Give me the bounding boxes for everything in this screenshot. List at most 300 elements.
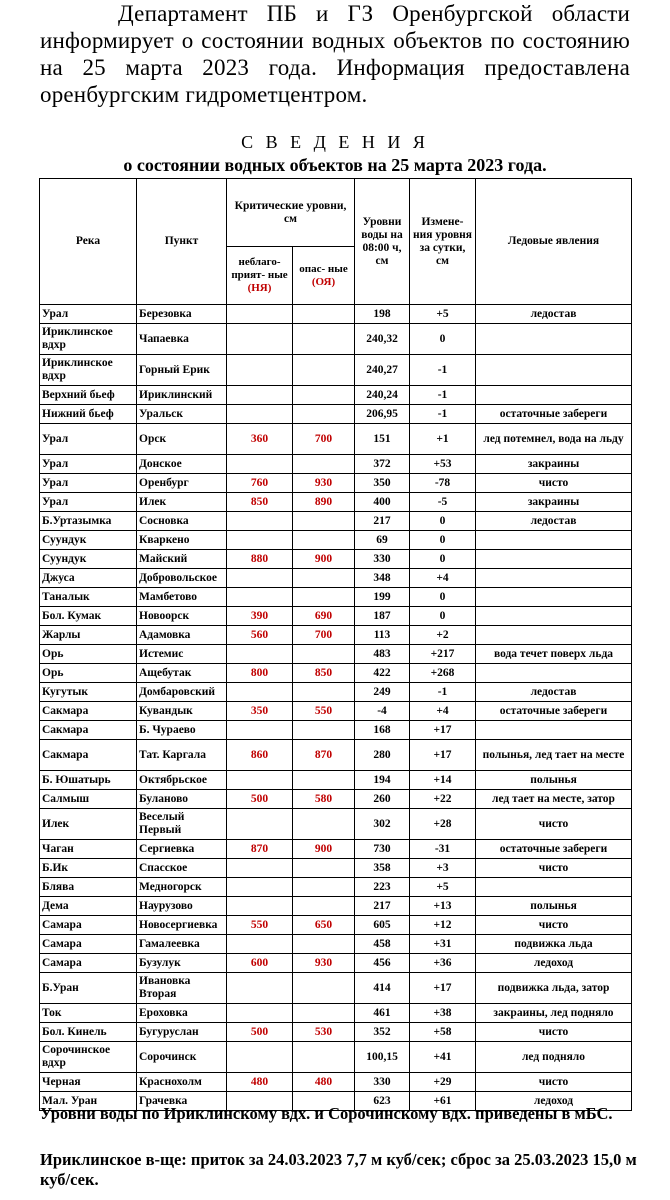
cell-ice: остаточные забереги (476, 840, 632, 859)
cell-point: Ащебутак (137, 664, 227, 683)
cell-river: Верхний бьеф (40, 386, 137, 405)
cell-ny (227, 405, 293, 424)
cell-oy: 930 (293, 474, 355, 493)
cell-ice: подвижка льда (476, 935, 632, 954)
cell-river: Чаган (40, 840, 137, 859)
cell-point: Горный Ерик (137, 355, 227, 386)
cell-point: Березовка (137, 305, 227, 324)
cell-ny (227, 645, 293, 664)
cell-ice (476, 664, 632, 683)
cell-ice (476, 607, 632, 626)
cell-change: +2 (410, 626, 476, 645)
cell-river: Самара (40, 935, 137, 954)
intro-paragraph: Департамент ПБ и ГЗ Оренбургской области информирует о состоянии водных объектов по состоянию на 25 марта 2023 года. Информация предоставлена оренбургским гидрометцентром. (40, 1, 630, 107)
table-row (40, 626, 632, 645)
cell-river: Жарлы (40, 626, 137, 645)
cell-oy (293, 355, 355, 386)
table-row (40, 935, 632, 954)
table-row (40, 916, 632, 935)
water-levels-table (39, 178, 632, 1111)
cell-change: -1 (410, 355, 476, 386)
table-row (40, 474, 632, 493)
header-oy-abbr: (ОЯ) (311, 275, 336, 288)
table-body (40, 305, 632, 1111)
cell-level: 623 (355, 1092, 410, 1111)
cell-level: 730 (355, 840, 410, 859)
table-row (40, 588, 632, 607)
cell-point: Спасское (137, 859, 227, 878)
table-row (40, 859, 632, 878)
table-row (40, 809, 632, 840)
cell-ice: лед потемнел, вода на льду (476, 424, 632, 455)
cell-ice (476, 324, 632, 355)
cell-oy (293, 859, 355, 878)
cell-river: Б.Уран (40, 973, 137, 1004)
cell-oy (293, 1042, 355, 1073)
table-row (40, 531, 632, 550)
cell-ice: остаточные забереги (476, 702, 632, 721)
cell-point: Новосергиевка (137, 916, 227, 935)
cell-ny: 480 (227, 1073, 293, 1092)
cell-ice: вода течет поверх льда (476, 645, 632, 664)
cell-ny (227, 771, 293, 790)
cell-river: Орь (40, 664, 137, 683)
cell-ice: полынья (476, 897, 632, 916)
cell-level: 483 (355, 645, 410, 664)
cell-change: -5 (410, 493, 476, 512)
cell-ny (227, 531, 293, 550)
cell-oy (293, 683, 355, 702)
cell-oy: 580 (293, 790, 355, 809)
cell-point: Домбаровский (137, 683, 227, 702)
cell-ny: 850 (227, 493, 293, 512)
cell-oy: 650 (293, 916, 355, 935)
cell-point: Сергиевка (137, 840, 227, 859)
cell-oy: 700 (293, 626, 355, 645)
table-row (40, 512, 632, 531)
header-ice: Ледовые явления (476, 179, 632, 305)
cell-oy (293, 935, 355, 954)
cell-river: Бол. Кинель (40, 1023, 137, 1042)
cell-ny (227, 859, 293, 878)
cell-point: Добровольское (137, 569, 227, 588)
cell-change: +29 (410, 1073, 476, 1092)
cell-river: Самара (40, 954, 137, 973)
cell-river: Сакмара (40, 702, 137, 721)
table-row (40, 790, 632, 809)
cell-river: Дема (40, 897, 137, 916)
cell-point: Ириклинский (137, 386, 227, 405)
cell-change: +14 (410, 771, 476, 790)
cell-river: Урал (40, 424, 137, 455)
cell-level: 194 (355, 771, 410, 790)
cell-point: Краснохолм (137, 1073, 227, 1092)
cell-ny (227, 355, 293, 386)
cell-point: Истемис (137, 645, 227, 664)
note-reservoir-flow: Ириклинское в-ще: приток за 24.03.2023 7,7 м куб/сек; сброс за 25.03.2023 15,0 м куб/сек. (40, 1150, 637, 1189)
header-ny (227, 247, 293, 305)
cell-level: 302 (355, 809, 410, 840)
cell-oy: 700 (293, 424, 355, 455)
cell-ny (227, 721, 293, 740)
cell-level: 458 (355, 935, 410, 954)
cell-level: 240,24 (355, 386, 410, 405)
header-river: Река (40, 179, 137, 305)
table-row (40, 455, 632, 474)
cell-ice (476, 355, 632, 386)
cell-river: Урал (40, 493, 137, 512)
cell-change: +4 (410, 702, 476, 721)
table-row (40, 305, 632, 324)
table-row (40, 1073, 632, 1092)
cell-level: 400 (355, 493, 410, 512)
cell-point: Сосновка (137, 512, 227, 531)
cell-oy: 900 (293, 840, 355, 859)
cell-ny (227, 324, 293, 355)
table-row (40, 386, 632, 405)
cell-ny (227, 973, 293, 1004)
cell-oy: 930 (293, 954, 355, 973)
cell-point: Октябрьское (137, 771, 227, 790)
cell-change: -78 (410, 474, 476, 493)
cell-ice: ледостав (476, 305, 632, 324)
header-oy (293, 247, 355, 305)
cell-change: +4 (410, 569, 476, 588)
cell-level: 330 (355, 1073, 410, 1092)
cell-river: Салмыш (40, 790, 137, 809)
cell-point: Наурузово (137, 897, 227, 916)
cell-oy (293, 645, 355, 664)
cell-oy: 870 (293, 740, 355, 771)
cell-level: 350 (355, 474, 410, 493)
table-row (40, 1023, 632, 1042)
cell-oy: 850 (293, 664, 355, 683)
cell-river: Суундук (40, 531, 137, 550)
cell-ny (227, 588, 293, 607)
cell-change: +22 (410, 790, 476, 809)
cell-oy (293, 569, 355, 588)
cell-point: Бугуруслан (137, 1023, 227, 1042)
cell-river: Черная (40, 1073, 137, 1092)
cell-level: 456 (355, 954, 410, 973)
cell-point: Мамбетово (137, 588, 227, 607)
table-row (40, 1042, 632, 1073)
cell-oy (293, 305, 355, 324)
cell-river: Урал (40, 474, 137, 493)
cell-ice: чисто (476, 859, 632, 878)
cell-ny (227, 512, 293, 531)
cell-ny: 500 (227, 1023, 293, 1042)
header-oy-label: опас- ные (299, 262, 348, 275)
cell-point: Веселый Первый (137, 809, 227, 840)
cell-ny: 350 (227, 702, 293, 721)
cell-ice (476, 878, 632, 897)
cell-ice: чисто (476, 809, 632, 840)
table-row (40, 645, 632, 664)
cell-change: +5 (410, 305, 476, 324)
table-row (40, 897, 632, 916)
cell-level: 414 (355, 973, 410, 1004)
cell-change: +31 (410, 935, 476, 954)
table-row (40, 878, 632, 897)
cell-oy (293, 809, 355, 840)
cell-level: 461 (355, 1004, 410, 1023)
table-row (40, 840, 632, 859)
cell-ny: 550 (227, 916, 293, 935)
cell-level: -4 (355, 702, 410, 721)
cell-ice (476, 588, 632, 607)
cell-ny (227, 1042, 293, 1073)
cell-ice: чисто (476, 1073, 632, 1092)
table-row (40, 954, 632, 973)
cell-ny (227, 897, 293, 916)
cell-change: 0 (410, 512, 476, 531)
cell-ny: 600 (227, 954, 293, 973)
cell-oy: 900 (293, 550, 355, 569)
cell-change: +3 (410, 859, 476, 878)
cell-river: Б. Юшатырь (40, 771, 137, 790)
cell-point: Ероховка (137, 1004, 227, 1023)
header-critical: Критические уровни, см (227, 179, 355, 247)
cell-level: 217 (355, 512, 410, 531)
cell-oy (293, 455, 355, 474)
cell-level: 69 (355, 531, 410, 550)
cell-change: +28 (410, 809, 476, 840)
cell-point: Тат. Каргала (137, 740, 227, 771)
header-change: Измене- ния уровня за сутки, см (410, 179, 476, 305)
cell-level: 372 (355, 455, 410, 474)
cell-change: +17 (410, 721, 476, 740)
cell-ny: 800 (227, 664, 293, 683)
cell-ny: 390 (227, 607, 293, 626)
cell-level: 330 (355, 550, 410, 569)
table-row (40, 355, 632, 386)
cell-ny (227, 683, 293, 702)
cell-ice: полынья, лед тает на месте (476, 740, 632, 771)
cell-ny (227, 455, 293, 474)
cell-change: +5 (410, 878, 476, 897)
cell-ny: 360 (227, 424, 293, 455)
note-units: Уровни воды по Ириклинскому вдх. и Сорочинскому вдх. приведены в мБС. (40, 1104, 613, 1123)
cell-oy (293, 878, 355, 897)
cell-ice: закраины (476, 455, 632, 474)
table-row (40, 1004, 632, 1023)
cell-ice (476, 550, 632, 569)
cell-river: Урал (40, 455, 137, 474)
cell-change: +17 (410, 973, 476, 1004)
cell-ny (227, 569, 293, 588)
cell-ice (476, 626, 632, 645)
cell-ny (227, 305, 293, 324)
cell-level: 187 (355, 607, 410, 626)
cell-point: Кваркено (137, 531, 227, 550)
cell-point: Илек (137, 493, 227, 512)
cell-river: Урал (40, 305, 137, 324)
cell-ice: остаточные забереги (476, 405, 632, 424)
document-subheading: о состоянии водных объектов на 25 марта 2023 года. (123, 155, 547, 175)
cell-point: Грачевка (137, 1092, 227, 1111)
cell-ny: 870 (227, 840, 293, 859)
table-row (40, 493, 632, 512)
table-row (40, 683, 632, 702)
cell-point: Оренбург (137, 474, 227, 493)
cell-level: 151 (355, 424, 410, 455)
cell-level: 206,95 (355, 405, 410, 424)
cell-ice: лед подняло (476, 1042, 632, 1073)
cell-change: +217 (410, 645, 476, 664)
cell-river: Блява (40, 878, 137, 897)
cell-level: 168 (355, 721, 410, 740)
table-row (40, 702, 632, 721)
cell-point: Новоорск (137, 607, 227, 626)
cell-river: Сакмара (40, 740, 137, 771)
cell-level: 217 (355, 897, 410, 916)
cell-change: -31 (410, 840, 476, 859)
cell-change: +12 (410, 916, 476, 935)
cell-change: -1 (410, 386, 476, 405)
cell-change: -1 (410, 683, 476, 702)
cell-oy (293, 973, 355, 1004)
cell-ice: полынья (476, 771, 632, 790)
cell-point: Кувандык (137, 702, 227, 721)
cell-change: +61 (410, 1092, 476, 1111)
cell-change: +53 (410, 455, 476, 474)
cell-point: Гамалеевка (137, 935, 227, 954)
cell-point: Донское (137, 455, 227, 474)
cell-ice: чисто (476, 1023, 632, 1042)
cell-oy: 480 (293, 1073, 355, 1092)
cell-ice: закраины (476, 493, 632, 512)
table-row (40, 721, 632, 740)
cell-ice (476, 531, 632, 550)
document-heading: С В Е Д Е Н И Я (241, 132, 429, 152)
table-row (40, 607, 632, 626)
table-row (40, 973, 632, 1004)
cell-ice: ледостав (476, 512, 632, 531)
cell-oy (293, 721, 355, 740)
cell-ny: 860 (227, 740, 293, 771)
cell-oy: 690 (293, 607, 355, 626)
cell-oy (293, 1004, 355, 1023)
cell-oy: 550 (293, 702, 355, 721)
cell-level: 199 (355, 588, 410, 607)
cell-point: Адамовка (137, 626, 227, 645)
cell-point: Майский (137, 550, 227, 569)
cell-ny: 500 (227, 790, 293, 809)
cell-oy: 890 (293, 493, 355, 512)
cell-ny (227, 809, 293, 840)
cell-point: Буланово (137, 790, 227, 809)
cell-ice: чисто (476, 474, 632, 493)
header-level: Уровни воды на 08:00 ч, см (355, 179, 410, 305)
cell-change: +1 (410, 424, 476, 455)
cell-level: 348 (355, 569, 410, 588)
cell-river: Б.Ик (40, 859, 137, 878)
cell-level: 260 (355, 790, 410, 809)
table-row (40, 550, 632, 569)
cell-ny: 880 (227, 550, 293, 569)
cell-point: Уральск (137, 405, 227, 424)
cell-ice: ледоход (476, 1092, 632, 1111)
cell-oy (293, 324, 355, 355)
table-row (40, 324, 632, 355)
cell-level: 240,32 (355, 324, 410, 355)
cell-river: Б.Уртазымка (40, 512, 137, 531)
cell-river: Сорочинское вдхр (40, 1042, 137, 1073)
cell-river: Ток (40, 1004, 137, 1023)
cell-river: Сакмара (40, 721, 137, 740)
cell-point: Б. Чураево (137, 721, 227, 740)
cell-level: 198 (355, 305, 410, 324)
cell-ice (476, 721, 632, 740)
table-row (40, 405, 632, 424)
cell-change: 0 (410, 531, 476, 550)
cell-ny (227, 386, 293, 405)
cell-river: Ириклинское вдхр (40, 355, 137, 386)
cell-oy (293, 512, 355, 531)
cell-level: 605 (355, 916, 410, 935)
cell-change: +13 (410, 897, 476, 916)
cell-change: 0 (410, 588, 476, 607)
table-row (40, 771, 632, 790)
cell-level: 358 (355, 859, 410, 878)
cell-point: Ивановка Вторая (137, 973, 227, 1004)
header-ny-abbr: (НЯ) (247, 282, 272, 294)
cell-river: Джуса (40, 569, 137, 588)
cell-river: Илек (40, 809, 137, 840)
cell-ny (227, 878, 293, 897)
cell-level: 113 (355, 626, 410, 645)
cell-oy (293, 588, 355, 607)
header-ny-label: неблаго-прият- ные (231, 256, 288, 281)
cell-river: Мал. Уран (40, 1092, 137, 1111)
cell-oy (293, 771, 355, 790)
cell-oy: 530 (293, 1023, 355, 1042)
cell-change: +36 (410, 954, 476, 973)
cell-ny: 560 (227, 626, 293, 645)
cell-change: 0 (410, 607, 476, 626)
cell-change: +38 (410, 1004, 476, 1023)
cell-river: Бол. Кумак (40, 607, 137, 626)
cell-level: 422 (355, 664, 410, 683)
cell-change: +58 (410, 1023, 476, 1042)
cell-ice: чисто (476, 916, 632, 935)
cell-point: Сорочинск (137, 1042, 227, 1073)
cell-river: Орь (40, 645, 137, 664)
cell-ice (476, 569, 632, 588)
cell-point: Бузулук (137, 954, 227, 973)
table-row (40, 664, 632, 683)
table-row (40, 569, 632, 588)
cell-river: Суундук (40, 550, 137, 569)
cell-ice: лед тает на месте, затор (476, 790, 632, 809)
cell-change: +17 (410, 740, 476, 771)
cell-change: +268 (410, 664, 476, 683)
cell-point: Орск (137, 424, 227, 455)
cell-ny: 760 (227, 474, 293, 493)
cell-level: 100,15 (355, 1042, 410, 1073)
cell-change: 0 (410, 550, 476, 569)
cell-river: Самара (40, 916, 137, 935)
cell-change: +41 (410, 1042, 476, 1073)
cell-oy (293, 531, 355, 550)
cell-ice: ледостав (476, 683, 632, 702)
cell-level: 249 (355, 683, 410, 702)
cell-change: -1 (410, 405, 476, 424)
cell-oy (293, 405, 355, 424)
table-row (40, 424, 632, 455)
cell-oy (293, 386, 355, 405)
